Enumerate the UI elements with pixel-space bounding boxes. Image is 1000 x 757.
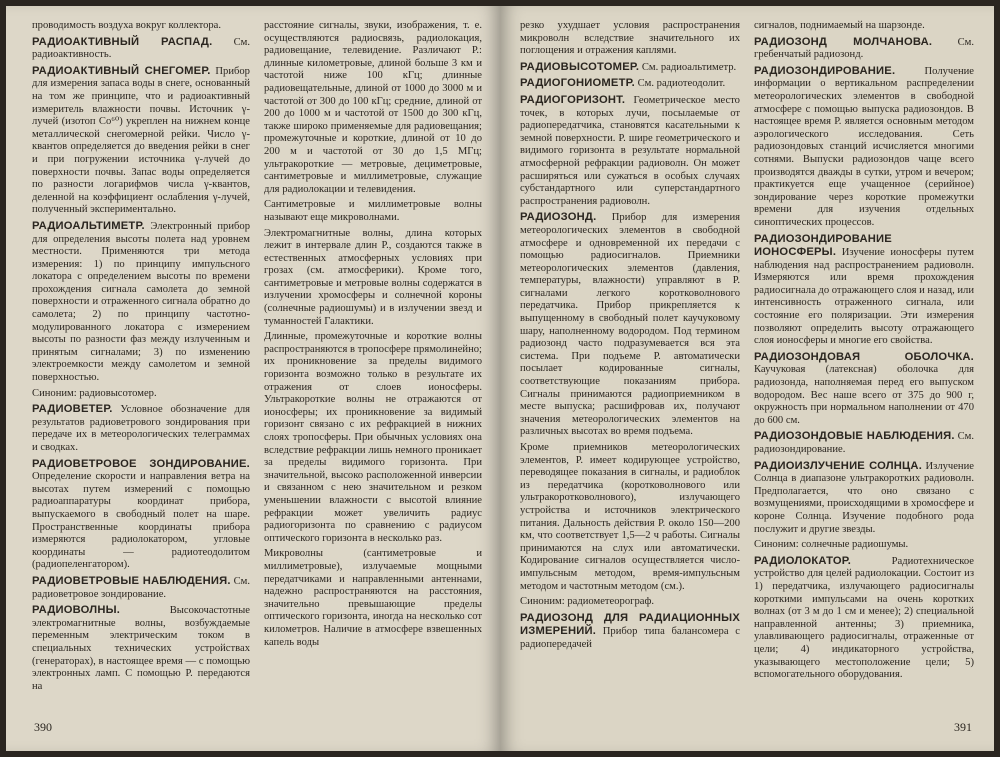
entry-headword: РАДИОЗОНДОВЫЕ НАБЛЮДЕНИЯ. <box>754 430 955 443</box>
entry-text: Условное обозначение для результатов радиоветрового зондирования при передаче их в метеорологических телеграммах и сводках. <box>32 404 250 453</box>
entry-headword: РАДИОЗОНДИРОВАНИЕ. <box>754 64 896 77</box>
entry-text: Изучение ионосферы путем наблюдения над распространением радиоволн. Измеряются или время прохождения радиосигнала до отражающего слоя и назад, или интенсивность отраженного сигнала, или состояние его поляризации. Эти измерения позволяют определить высоту отражающего слоя ионосферы и многие его свойства. <box>754 247 974 347</box>
entry-headword: РАДИОВЫСОТОМЕР. <box>520 60 640 73</box>
book-spread <box>6 6 994 751</box>
entry-headword: РАДИОВЕТЕР. <box>32 403 113 416</box>
entry-text: Электронный прибор для определения высоты полета над уровнем местности. Применяются три метода измерения: 1) по принципу импульсного локатора с определением высоты по времени прохождения сигнала самолета до земной поверхности и отраженного сигнала обратно до самолета; 2) по принципу частотно-модулированного локатора с измерением высоты по разности фаз между излученным и принятым сигналами; 3) по изменению электроемкости между самолетом и земной поверхностью. <box>32 220 250 384</box>
entry-text: Электромагнитные волны, длина которых лежит в интервале длин Р., создаются также в естественных атмосферных условиях при грозах (см. атмосферики). Кроме того, сантиметровые и метровые волны содержатся в излучении хромосферы и солнечной короны (солнечные радиошумы) и в излучении звезд и туманностей Галактики. <box>264 227 482 327</box>
dictionary-entry <box>32 36 250 62</box>
dictionary-entry <box>754 351 974 428</box>
entry-text: Радиотехническое устройство для целей радиолокации. Состоит из 1) передатчика, излучающего радиосигналы короткими импульсами на очень коротких волнах (от 3 м до 1 см и менее); 2) специальной направленной антенны; 3) приемника, улавливающего радиосигналы, отраженные от цели; 4) индикаторного устройства, указывающего местоположение цели; 5) вспомогательного оборудования. <box>754 555 974 681</box>
dictionary-entry <box>32 403 250 454</box>
dictionary-entry <box>754 555 974 682</box>
dictionary-entry <box>520 94 740 208</box>
entry-headword: РАДИОАКТИВНЫЙ РАСПАД. <box>32 35 213 48</box>
entry-text: Прибор для измерения метеорологических элементов в свободной атмосфере и одновременной их передачи с помощью радиосигналов. Приемники метеорологических элементов (давления, температуры, влажности) управляют в Р. сигналами легкого коротковолнового передатчика. Прибор прикрепляется к выпущенному в свободный полет каучуковому шару, наполненному водородом. Под термином радиозонд часто подразумевается вся эта система. При подъеме Р. автоматически посылает кодированные сигналы, соответствующие показаниям прибора. Сигналы принимаются радиоприемником в месте выпуска; расшифровав их, получают значения метеорологических элементов на различных высотах во время подъема. <box>520 212 740 438</box>
entry-headword: РАДИОЗОНД. <box>520 211 597 224</box>
entry-text: См. радиоветровое зондирование. <box>32 575 250 600</box>
dictionary-entry <box>754 460 974 537</box>
page-number: 390 <box>34 720 52 734</box>
page-number: 391 <box>954 720 972 734</box>
dictionary-entry <box>520 77 740 91</box>
entry-text: Излучение Солнца в диапазоне ультракоротких радиоволн. Предполагается, что оно связано с возмущениями, происходящими в хромосфере и короне Солнца. Изучение подобного рода послужит и другие звезды. <box>754 460 974 535</box>
entry-text: Синоним: радиометеорограф. <box>520 596 654 608</box>
right-page-column-2 <box>754 20 974 696</box>
dictionary-entry <box>520 442 740 593</box>
entry-text: Высокочастотные электромагнитные волны, возбуждаемые переменным электрическим током в специальных технических устройствах (генераторах), в настоящее время — с помощью электронных ламп. С помощью Р. передаются на <box>32 605 250 692</box>
entry-headword: РАДИОЗОНДИРОВАНИЕ ИОНОСФЕРЫ. <box>754 232 892 259</box>
entry-text: Сантиметровые и миллиметровые волны называют еще микроволнами. <box>264 199 482 223</box>
entry-text: Синоним: радиовысотомер. <box>32 387 157 399</box>
entry-text: См. радиоальтиметр. <box>641 61 737 73</box>
entry-text: резко ухудшает условия распространения микроволн вследствие значительного их поглощения и отражения каплями. <box>520 20 740 57</box>
entry-headword: РАДИОЛОКАТОР. <box>754 554 852 567</box>
left-page-column-1 <box>32 20 250 696</box>
dictionary-entry <box>520 61 740 75</box>
entry-text: См. радиотеодолит. <box>637 78 726 90</box>
dictionary-entry <box>264 199 482 224</box>
entry-headword: РАДИОАЛЬТИМЕТР. <box>32 219 145 232</box>
dictionary-entry <box>32 65 250 217</box>
entry-text: проводимость воздуха вокруг коллектора. <box>32 20 222 31</box>
entry-text: расстояние сигналы, звуки, изображения, т. е. осуществляются радиосвязь, радиолокация, радиовещание, телевидение. Различают Р.: длинные километровые, длиной больше 3 км и частотой ниже 100 кГц; длинные радиовещательные, длиной от 1000 до 3000 м и частотой от 300 до 100 кГц; средние, длиной от 200 до 1000 м и частотой от 1500 до 300 кГц, также широко применяемые для радиовещания; промежуточные и короткие, длиной от 10 до 200 м и частотой от 30 до 1,5 МГц; ультракороткие — метровые, дециметровые, сантиметровые и миллиметровые, служащие для радиолокации и телевидения. <box>264 20 482 195</box>
entry-headword: РАДИОЗОНДОВАЯ ОБОЛОЧКА. <box>754 350 974 363</box>
entry-text: Геометрическое место точек, в которых лучи, посылаемые от радиопередатчика, становятся касательными к земной поверхности. Р. шире геометрического и видимого горизонта в результате нормальной атмосферной рефракции радиоволн. Он может расширяться или сужаться в особых случаях субстандартного или суперстандартного распространения радиоволн. <box>520 94 740 207</box>
dictionary-entry <box>520 211 740 439</box>
entry-text: Длинные, промежуточные и короткие волны распространяются в тропосфере прямолинейно; их проникновение за пределы видимого горизонта возможно только в результате их отражения от слоев ионосферы. Ультракороткие волны не отражаются от ионосферы; их проникновение за видимый горизонт связано с их рефракцией в нижних слоях тропосферы. При обычных условиях она вследствие рефракции лишь немного проникает за пределы видимого горизонта. При значительной, высоко расположенной инверсии и связанном с нею значительном и резком уменьшении влажности с высотой влияние рефракции может увеличить радиус радиогоризонта по сравнению с радиусом оптического горизонта в несколько раз. <box>264 331 482 544</box>
entry-text: Получение информации о вертикальном распределении метеорологических элементов в свободной атмосфере с помощью выпуска радиозондов. В настоящее время Р. является основным методом аэрологического исследования. Сеть радиозондовых станций исчисляется многими сотнями. Выпуски радиозондов чаще всего производятся дважды в сутки, утром и вечером; практикуется еще учащенное (серийное) зондирование через короткие промежутки времени для изучения отдельных синоптических процессов. <box>754 65 974 228</box>
entry-headword: РАДИОИЗЛУЧЕНИЕ СОЛНЦА. <box>754 459 923 472</box>
entry-headword: РАДИОВЕТРОВЫЕ НАБЛЮДЕНИЯ. <box>32 574 231 587</box>
dictionary-entry <box>32 458 250 572</box>
entry-text: Определение скорости и направления ветра на высотах путем измерений с помощью радиоаппаратуры координат прибора, выпускаемого в свободный полет на шаре. Пространственные координаты прибора измеряются радиолокатором, угловые координаты — радиотеодолитом (радиопеленгатором). <box>32 471 250 571</box>
dictionary-entry <box>32 20 250 33</box>
left-page <box>6 6 500 751</box>
dictionary-entry <box>264 548 482 649</box>
entry-headword: РАДИОЗОНД ДЛЯ РАДИАЦИОННЫХ ИЗМЕРЕНИЙ. <box>520 611 740 638</box>
dictionary-entry <box>520 596 740 609</box>
entry-headword: РАДИОВОЛНЫ. <box>32 604 121 617</box>
entry-text: Прибор типа балансомера с радиопередачей <box>520 626 740 650</box>
dictionary-entry <box>754 539 974 552</box>
dictionary-entry <box>264 20 482 196</box>
entry-headword: РАДИОАКТИВНЫЙ СНЕГОМЕР. <box>32 64 211 77</box>
dictionary-entry <box>754 20 974 33</box>
entry-text: Кроме приемников метеорологических элементов, Р. имеет кодирующее устройство, переводящее показания в сигналы, и радиоблок из передатчика (коротковолнового или ультракоротковолнового), излучающего устройства и источников электрического питания. Дальность действия Р. около 150—200 км, что соответствует 1,5—2 ч работы. Сигналы принимаются на слух или автоматически. Кодирование сигналов осуществляется число-импульсным методом, время-импульсным методом и частотным методом (см.). <box>520 442 740 592</box>
entry-text: Каучуковая (латексная) оболочка для радиозонда, наполняемая перед его выпуском водородом. Вес наше всего от 375 до 900 г, окружность при нормальном наполнении от 470 до 600 см. <box>754 364 974 426</box>
entry-text: сигналов, поднимаемый на шарзонде. <box>754 20 925 31</box>
dictionary-entry <box>754 36 974 62</box>
entry-text: См. радиоактивность. <box>32 36 250 61</box>
dictionary-entry <box>264 331 482 545</box>
dictionary-entry <box>754 65 974 230</box>
dictionary-entry <box>754 233 974 348</box>
entry-text: Прибор для измерения запаса воды в снеге, основанный на том же принципе, что и радиоактивный измеритель влажности почвы. Источник γ-лучей (изотоп Co⁶⁰) укреплен на нижнем конце металлической снегомерной рейки. Число γ-квантов определяется до введения рейки в снег и при погружении источника γ-лучей до поверхности почвы. Запас воды определяется по разности логарифмов числа γ-квантов, деленной на коэффициент ослабления γ-лучей, полученный экспериментально. <box>32 65 250 216</box>
dictionary-entry <box>32 388 250 401</box>
left-page-column-2 <box>264 20 482 696</box>
dictionary-entry <box>520 20 740 58</box>
dictionary-entry <box>32 604 250 693</box>
entry-headword: РАДИОЗОНД МОЛЧАНОВА. <box>754 35 933 48</box>
entry-text: См. радиозондирование. <box>754 431 974 455</box>
entry-headword: РАДИОГОРИЗОНТ. <box>520 93 626 106</box>
entry-text: См. гребенчатый радиозонд. <box>754 36 974 61</box>
entry-text: Синоним: солнечные радиошумы. <box>754 539 909 551</box>
entry-headword: РАДИОГОНИОМЕТР. <box>520 77 635 90</box>
dictionary-entry <box>32 575 250 601</box>
dictionary-entry <box>520 612 740 652</box>
entry-text: Микроволны (сантиметровые и миллиметровые), излучаемые мощными передатчиками и направленными антеннами, надежно распространяются на расстояния, значительно превышающие пределы оптического горизонта, иногда на несколько сот километров. Наличие в атмосфере взвешенных капель воды <box>264 548 482 648</box>
right-page-column-1 <box>520 20 740 696</box>
dictionary-entry <box>754 430 974 456</box>
entry-headword: РАДИОВЕТРОВОЕ ЗОНДИРОВАНИЕ. <box>32 457 250 470</box>
dictionary-entry <box>32 220 250 385</box>
right-page <box>500 6 994 751</box>
dictionary-entry <box>264 228 482 329</box>
